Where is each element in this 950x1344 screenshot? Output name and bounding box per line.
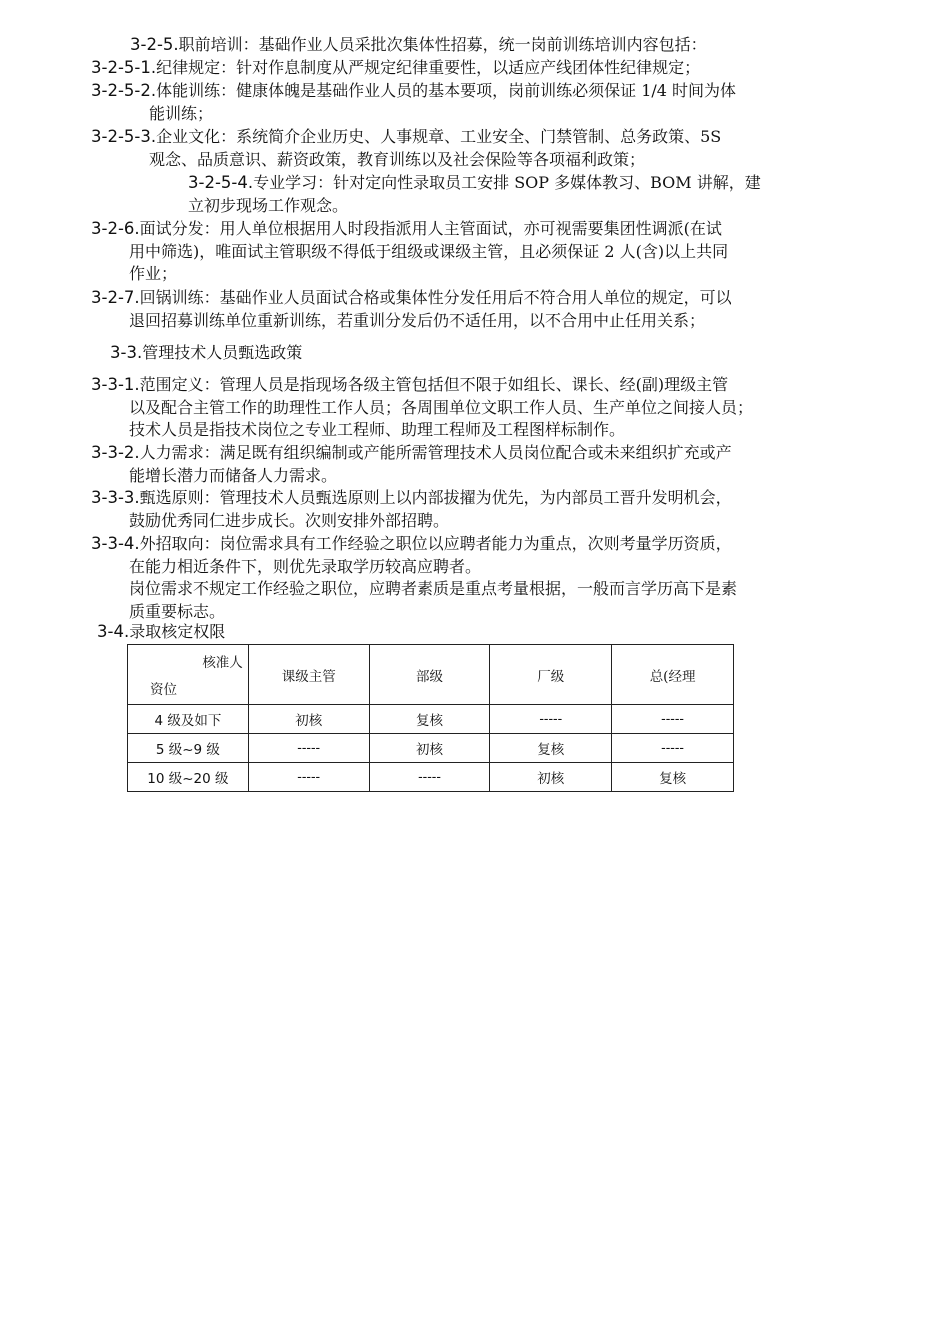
table-cell: 初核 — [248, 705, 369, 734]
table-cell: 初核 — [490, 763, 612, 792]
row-label: 10 级~20 级 — [128, 763, 249, 792]
para-text-line-1: 人力需求：满足既有组织编制或产能所需管理技术人员岗位配合或未来组织扩充或产 — [139, 443, 732, 462]
section-number: 3-3-4. — [91, 534, 140, 553]
header-cell: 总(经理 — [612, 645, 734, 705]
table-row — [128, 734, 734, 763]
para-3-2-5-3 — [91, 126, 721, 171]
header-cell: 部级 — [369, 645, 490, 705]
table-cell: 复核 — [369, 705, 490, 734]
para-3-3-3 — [91, 487, 732, 532]
para-text-line-2: 能训练； — [149, 103, 214, 123]
heading-3-4 — [97, 621, 225, 644]
table-cell: ----- — [369, 763, 490, 792]
para-3-2-5-4 — [188, 172, 761, 217]
para-text-line-2: 能增长潜力而储备人力需求。 — [129, 465, 338, 485]
para-text-line-2: 观念、品质意识、薪资政策，教育训练以及社会保险等各项福利政策； — [149, 149, 646, 169]
approval-authority-table — [127, 644, 734, 792]
section-number: 3-2-5-3. — [91, 127, 157, 146]
para-text-line-1: 甄选原则：管理技术人员甄选原则上以内部拔擢为优先，为内部员工晋升发明机会， — [139, 488, 732, 507]
para-text-line-2: 在能力相近条件下，则优先录取学历较高应聘者。 — [129, 556, 482, 576]
section-number: 3-4. — [97, 622, 130, 641]
heading-text: 录取核定权限 — [129, 622, 226, 641]
table-header-row — [128, 645, 734, 705]
table-cell: ----- — [248, 734, 369, 763]
para-text-line-4: 质重要标志。 — [129, 601, 226, 621]
header-cell: 课级主管 — [248, 645, 369, 705]
table-corner-cell — [128, 645, 249, 705]
para-text-line-1: 面试分发：用人单位根据用人时段指派用人主管面试，亦可视需要集团性调派(在试 — [139, 219, 722, 238]
para-text-line-2: 鼓励优秀同仁进步成长。次则安排外部招聘。 — [129, 510, 450, 530]
para-3-2-5 — [130, 34, 707, 57]
heading-text: 管理技术人员甄选政策 — [142, 343, 303, 362]
para-text: 纪律规定：针对作息制度从严规定纪律重要性，以适应产线团体性纪律规定； — [156, 58, 701, 77]
para-text-line-3: 岗位需求不规定工作经验之职位，应聘者素质是重点考量根据，一般而言学历高下是素 — [129, 579, 738, 598]
heading-3-3 — [110, 342, 302, 365]
para-3-2-6 — [91, 218, 728, 286]
corner-bottom-label: 资位 — [150, 682, 177, 698]
table-cell: 复核 — [612, 763, 734, 792]
para-text: 职前培训：基础作业人员采批次集体性招募，统一岗前训练培训内容包括： — [178, 35, 707, 54]
section-number: 3-2-6. — [91, 219, 140, 238]
para-text-line-2: 以及配合主管工作的助理性工作人员；各周围单位文职工作人员、生产单位之间接人员； — [129, 397, 754, 417]
para-text-line-1: 企业文化：系统简介企业历史、人事规章、工业安全、门禁管制、总务政策、5S — [156, 127, 722, 146]
para-3-2-7 — [91, 287, 732, 332]
section-number: 3-3. — [110, 343, 143, 362]
section-number: 3-2-5-4. — [188, 173, 254, 192]
para-text-line-1: 回锅训练：基础作业人员面试合格或集体性分发任用后不符合用人单位的规定，可以 — [139, 288, 732, 307]
para-text-line-1: 范围定义：管理人员是指现场各级主管包括但不限于如组长、课长、经(副)理级主管 — [139, 375, 729, 394]
para-text-line-2: 立初步现场工作观念。 — [188, 195, 349, 215]
para-text-line-2: 退回招募训练单位重新训练，若重训分发后仍不适任用，以不合用中止任用关系； — [129, 310, 706, 330]
table-cell: ----- — [612, 734, 734, 763]
para-3-3-2 — [91, 442, 732, 487]
table-cell: ----- — [612, 705, 734, 734]
para-text-line-1: 外招取向：岗位需求具有工作经验之职位以应聘者能力为重点，次则考量学历资质， — [139, 534, 732, 553]
section-number: 3-3-3. — [91, 488, 140, 507]
para-3-2-5-2 — [91, 80, 736, 125]
section-number: 3-2-5-1. — [91, 58, 157, 77]
table-cell: 初核 — [369, 734, 490, 763]
para-text-line-2: 用中筛选)，唯面试主管职级不得低于组级或课级主管，且必须保证 2 人(含)以上共同 — [129, 241, 729, 261]
para-text-line-1: 专业学习：针对定向性录取员工安排 SOP 多媒体教习、BOM 讲解，建 — [253, 173, 761, 192]
para-text-line-1: 体能训练：健康体魄是基础作业人员的基本要项，岗前训练必须保证 1/4 时间为体 — [156, 81, 737, 100]
section-number: 3-2-7. — [91, 288, 140, 307]
corner-top-label: 核准人 — [202, 655, 243, 671]
para-text-line-3: 作业； — [129, 264, 178, 283]
section-number: 3-2-5-2. — [91, 81, 157, 100]
table-cell: ----- — [248, 763, 369, 792]
table-cell: ----- — [490, 705, 612, 734]
section-number: 3-3-2. — [91, 443, 140, 462]
row-label: 4 级及如下 — [128, 705, 249, 734]
para-3-3-4 — [91, 533, 737, 623]
para-text-line-3: 技术人员是指技术岗位之专业工程师、助理工程师及工程图样标制作。 — [129, 420, 626, 439]
para-3-2-5-1 — [91, 57, 700, 80]
section-number: 3-3-1. — [91, 375, 140, 394]
section-number: 3-2-5. — [130, 35, 179, 54]
row-label: 5 级~9 级 — [128, 734, 249, 763]
table-cell: 复核 — [490, 734, 612, 763]
para-3-3-1 — [91, 374, 753, 442]
header-cell: 厂级 — [490, 645, 612, 705]
table-row — [128, 763, 734, 792]
table-row — [128, 705, 734, 734]
